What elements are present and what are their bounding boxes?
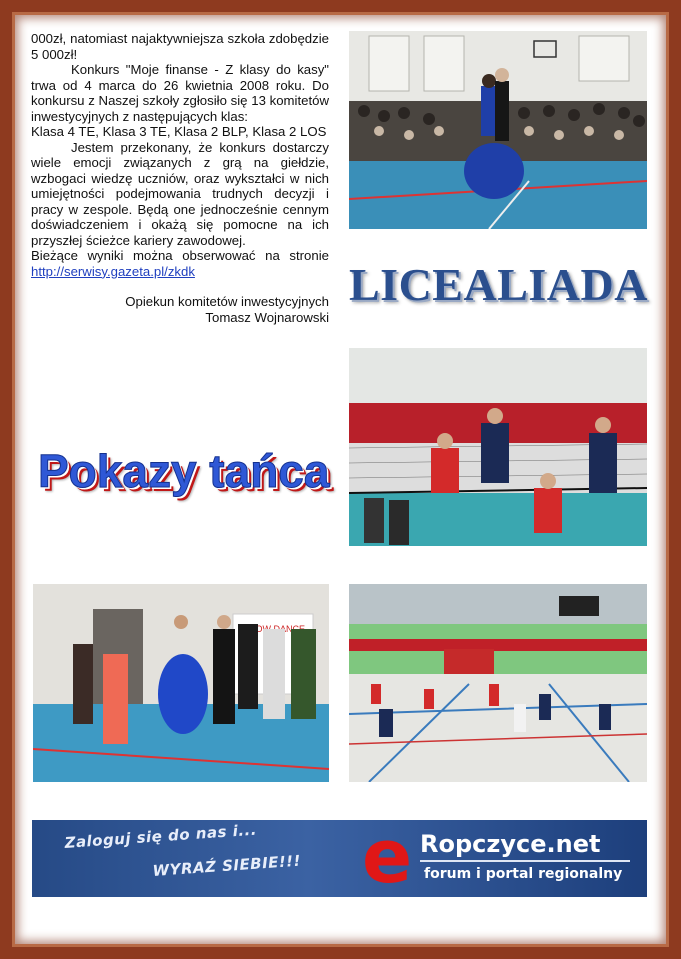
eropczyce-banner[interactable] (32, 820, 647, 897)
sports-hall-photo (349, 584, 647, 782)
dance-performance-photo (349, 31, 647, 229)
dance-show-photo (33, 584, 329, 782)
signature-role: Opiekun komitetów inwestycyjnych (125, 294, 329, 309)
banner-tagline: forum i portal regionalny (424, 866, 623, 882)
banner-slogan-line1: Zaloguj się do nas i... (64, 820, 258, 852)
banner-slogan-line2: WYRAŹ SIEBIE!!! (152, 851, 302, 880)
results-text: Bieżące wyniki można obserwować na stronie (31, 248, 329, 263)
article-paragraph: Konkurs "Moje finanse - Z klasy do kasy" trwa od 4 marca do 26 kwietnia 2008 roku. Do konkursu z Naszej szkoły zgłosiło się 13 komitetów inwestycyjnych z następujących klas: (31, 62, 329, 124)
banner-divider (420, 860, 630, 862)
article-paragraph (31, 248, 329, 279)
article-paragraph: Klasa 4 TE, Klasa 3 TE, Klasa 2 BLP, Klasa 2 LOS (31, 124, 327, 139)
banner-brand: Ropczyce.net (420, 830, 601, 858)
article-paragraph: 000zł, natomiast najaktywniejsza szkoła zdobędzie 5 000zł! (31, 31, 329, 62)
signature-name: Tomasz Wojnarowski (205, 309, 329, 325)
licealiada-heading: LICEALIADA (349, 259, 648, 310)
eropczyce-logo-icon: e (362, 820, 413, 897)
pokazy-tanca-heading: Pokazy tańca (38, 445, 330, 497)
results-link[interactable]: http://serwisy.gazeta.pl/zkdk (31, 263, 195, 279)
article-text (31, 31, 329, 325)
signature (31, 294, 329, 325)
show-dance-sign: DANCE (273, 624, 306, 634)
volleyball-photo (349, 348, 647, 546)
article-paragraph: Jestem przekonany, że konkurs dostarczy wiele emocji związanych z grą na giełdzie, wzbogaci wiedzę uczniów, oraz wykształci w nich umiejętności podejmowania trudnych decyzji i pracy w zespole. Będą one jednocześnie cennym doświadczeniem i okażą się pomocne na ich przyszłej ścieżce kariery zawodowej. (31, 139, 329, 248)
